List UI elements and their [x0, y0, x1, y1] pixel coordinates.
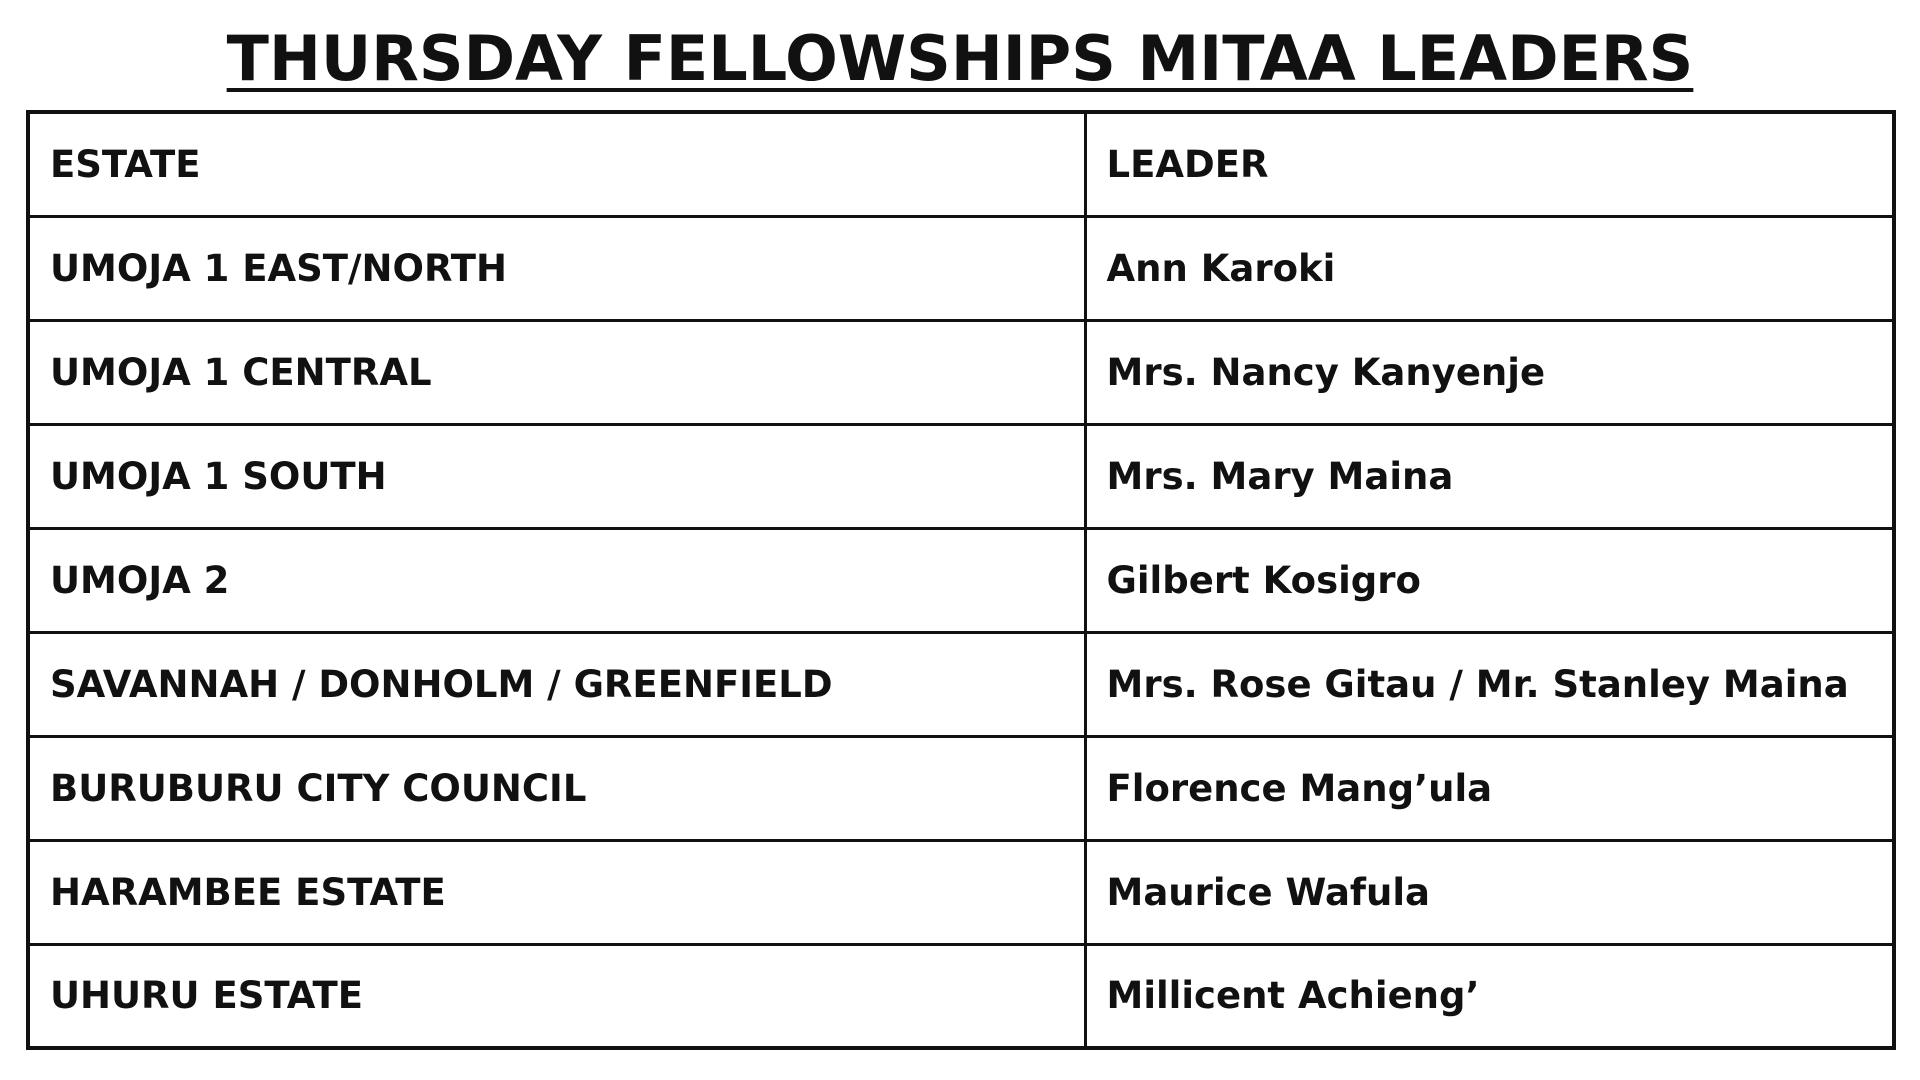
estate-cell: SAVANNAH / DONHOLM / GREENFIELD [28, 632, 1085, 736]
table-row [28, 944, 1894, 1048]
table-row [28, 736, 1894, 840]
table-row [28, 424, 1894, 528]
table-row [28, 216, 1894, 320]
estate-cell: UMOJA 1 EAST/NORTH [28, 216, 1085, 320]
table-row [28, 632, 1894, 736]
leader-cell: Mrs. Nancy Kanyenje [1085, 320, 1894, 424]
table-row [28, 320, 1894, 424]
leader-cell: Mrs. Mary Maina [1085, 424, 1894, 528]
estate-cell: UMOJA 1 SOUTH [28, 424, 1085, 528]
leader-cell: Maurice Wafula [1085, 840, 1894, 944]
table-row [28, 840, 1894, 944]
leader-column-header: LEADER [1085, 112, 1894, 216]
leader-cell: Gilbert Kosigro [1085, 528, 1894, 632]
leader-cell: Mrs. Rose Gitau / Mr. Stanley Maina [1085, 632, 1894, 736]
estate-cell: UHURU ESTATE [28, 944, 1085, 1048]
estate-cell: BURUBURU CITY COUNCIL [28, 736, 1085, 840]
leader-cell: Ann Karoki [1085, 216, 1894, 320]
leader-cell: Millicent Achieng’ [1085, 944, 1894, 1048]
estate-cell: UMOJA 2 [28, 528, 1085, 632]
leaders-table [26, 110, 1896, 1050]
leader-cell: Florence Mang’ula [1085, 736, 1894, 840]
table-header-row [28, 112, 1894, 216]
estate-cell: HARAMBEE ESTATE [28, 840, 1085, 944]
table-row [28, 528, 1894, 632]
estate-column-header: ESTATE [28, 112, 1085, 216]
page-title: THURSDAY FELLOWSHIPS MITAA LEADERS [226, 22, 1694, 95]
estate-cell: UMOJA 1 CENTRAL [28, 320, 1085, 424]
